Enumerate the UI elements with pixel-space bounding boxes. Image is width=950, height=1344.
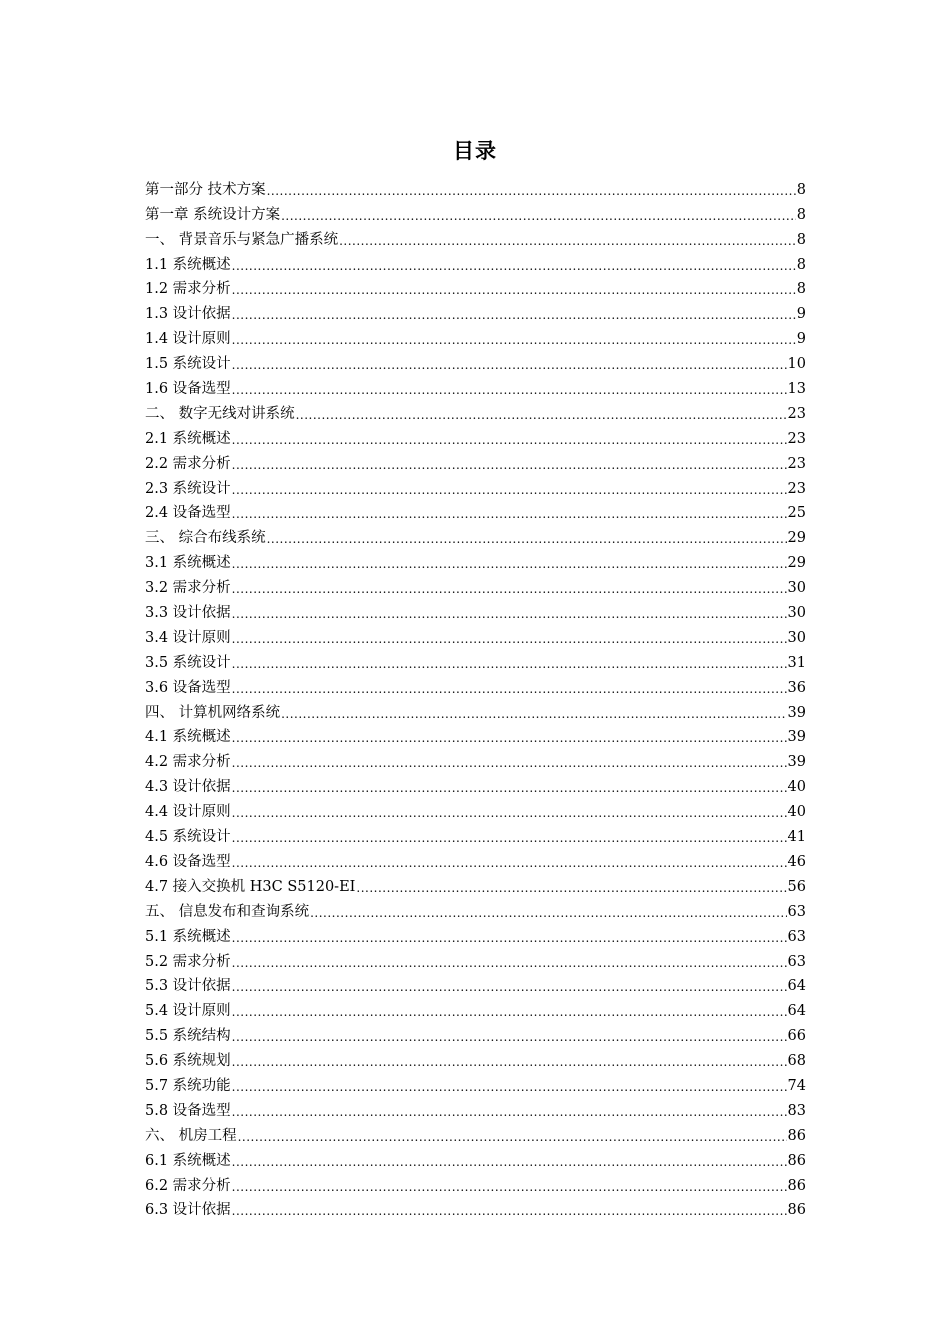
toc-entry[interactable] — [145, 448, 806, 473]
toc-entry-page-number: 8 — [796, 281, 806, 298]
toc-entry[interactable] — [145, 722, 806, 747]
toc-entry[interactable] — [145, 373, 806, 398]
toc-entry-label: 3.6 设备选型 — [145, 679, 231, 696]
toc-entry-page-number: 46 — [787, 853, 806, 870]
toc-entry[interactable] — [145, 224, 806, 249]
toc-dot-leader — [232, 282, 796, 298]
toc-entry[interactable] — [145, 672, 806, 697]
toc-entry[interactable] — [145, 348, 806, 373]
toc-entry[interactable] — [145, 298, 806, 323]
toc-entry-label: 3.5 系统设计 — [145, 654, 231, 671]
toc-entry-page-number: 86 — [787, 1202, 806, 1219]
toc-entry-label: 4.7 接入交换机 H3C S5120-EI — [145, 878, 356, 895]
toc-entry-page-number: 83 — [787, 1102, 806, 1119]
toc-dot-leader — [238, 1129, 787, 1145]
toc-entry-label: 三、 综合布线系统 — [145, 530, 266, 547]
toc-entry-label: 4.2 需求分析 — [145, 754, 231, 771]
toc-dot-leader — [232, 581, 787, 597]
toc-entry-label: 2.4 设备选型 — [145, 505, 231, 522]
toc-entry-page-number: 8 — [796, 181, 806, 198]
toc-entry-page-number: 64 — [787, 1003, 806, 1020]
toc-entry[interactable] — [145, 971, 806, 996]
toc-entry-page-number: 30 — [787, 580, 806, 597]
toc-entry-label: 3.4 设计原则 — [145, 629, 231, 646]
toc-entry[interactable] — [145, 771, 806, 796]
toc-entry-label: 5.3 设计依据 — [145, 978, 231, 995]
toc-dot-leader — [232, 805, 787, 821]
toc-dot-leader — [232, 1029, 787, 1045]
toc-entry[interactable] — [145, 174, 806, 199]
toc-entry-page-number: 23 — [787, 405, 806, 422]
toc-entry-label: 4.5 系统设计 — [145, 829, 231, 846]
toc-entry-page-number: 30 — [787, 629, 806, 646]
toc-entry-label: 四、 计算机网络系统 — [145, 704, 281, 721]
toc-dot-leader — [339, 233, 796, 249]
toc-entry-page-number: 63 — [787, 928, 806, 945]
toc-entry-label: 五、 信息发布和查询系统 — [145, 903, 310, 920]
toc-entry-label: 1.5 系统设计 — [145, 356, 231, 373]
toc-dot-leader — [232, 730, 787, 746]
toc-entry-page-number: 10 — [787, 356, 806, 373]
toc-title: 目录 — [453, 138, 497, 163]
toc-entry[interactable] — [145, 1145, 806, 1170]
toc-entry[interactable] — [145, 647, 806, 672]
toc-entry-label: 6.3 设计依据 — [145, 1202, 231, 1219]
toc-entry-label: 4.1 系统概述 — [145, 729, 231, 746]
toc-entry-page-number: 86 — [787, 1127, 806, 1144]
toc-entry[interactable] — [145, 498, 806, 523]
toc-dot-leader — [232, 855, 787, 871]
toc-entry-page-number: 68 — [787, 1053, 806, 1070]
toc-entry-label: 2.1 系统概述 — [145, 430, 231, 447]
toc-entry-page-number: 9 — [796, 306, 806, 323]
toc-entry[interactable] — [145, 697, 806, 722]
toc-entry[interactable] — [145, 1195, 806, 1220]
toc-entry-page-number: 23 — [787, 455, 806, 472]
toc-entry[interactable] — [145, 249, 806, 274]
toc-entry[interactable] — [145, 1020, 806, 1045]
toc-entry[interactable] — [145, 597, 806, 622]
toc-dot-leader — [232, 681, 787, 697]
toc-entry-page-number: 31 — [787, 654, 806, 671]
toc-entry-page-number: 39 — [787, 729, 806, 746]
toc-dot-leader — [232, 631, 787, 647]
toc-entry[interactable] — [145, 522, 806, 547]
toc-entry[interactable] — [145, 871, 806, 896]
toc-entry-label: 6.2 需求分析 — [145, 1177, 231, 1194]
toc-entry-label: 1.4 设计原则 — [145, 331, 231, 348]
toc-entry-page-number: 36 — [787, 679, 806, 696]
toc-entry[interactable] — [145, 821, 806, 846]
toc-dot-leader — [232, 1179, 787, 1195]
toc-entry-page-number: 13 — [787, 381, 806, 398]
toc-entry-label: 二、 数字无线对讲系统 — [145, 405, 295, 422]
toc-entry-label: 5.4 设计原则 — [145, 1003, 231, 1020]
toc-entry-label: 1.1 系统概述 — [145, 256, 231, 273]
toc-dot-leader — [232, 1154, 787, 1170]
toc-entry-label: 5.1 系统概述 — [145, 928, 231, 945]
toc-dot-leader — [232, 1203, 787, 1219]
toc-entry[interactable] — [145, 199, 806, 224]
toc-entry-page-number: 8 — [796, 206, 806, 223]
toc-entry-page-number: 63 — [787, 903, 806, 920]
toc-entry-page-number: 39 — [787, 704, 806, 721]
toc-entry-label: 3.3 设计依据 — [145, 605, 231, 622]
toc-dot-leader — [232, 780, 787, 796]
toc-entry-page-number: 40 — [787, 779, 806, 796]
toc-dot-leader — [232, 755, 787, 771]
toc-entry-page-number: 8 — [796, 231, 806, 248]
toc-dot-leader — [232, 482, 787, 498]
toc-entry[interactable] — [145, 473, 806, 498]
toc-dot-leader — [232, 506, 787, 522]
toc-entry-label: 4.4 设计原则 — [145, 804, 231, 821]
toc-dot-leader — [232, 457, 787, 473]
toc-dot-leader — [232, 258, 796, 274]
toc-entry[interactable] — [145, 1095, 806, 1120]
toc-dot-leader — [232, 432, 787, 448]
toc-dot-leader — [310, 905, 786, 921]
toc-entry[interactable] — [145, 547, 806, 572]
toc-entry[interactable] — [145, 423, 806, 448]
toc-dot-leader — [232, 357, 787, 373]
toc-entry-page-number: 66 — [787, 1028, 806, 1045]
toc-entry[interactable] — [145, 995, 806, 1020]
toc-entry[interactable] — [145, 946, 806, 971]
toc-dot-leader — [281, 706, 786, 722]
toc-entry-label: 5.5 系统结构 — [145, 1028, 231, 1045]
toc-list — [145, 174, 806, 1219]
toc-entry-label: 5.2 需求分析 — [145, 953, 231, 970]
toc-dot-leader — [267, 531, 787, 547]
toc-entry[interactable] — [145, 846, 806, 871]
toc-entry-page-number: 23 — [787, 430, 806, 447]
toc-entry-page-number: 74 — [787, 1077, 806, 1094]
toc-entry-page-number: 86 — [787, 1177, 806, 1194]
toc-entry-label: 2.3 系统设计 — [145, 480, 231, 497]
toc-entry-label: 4.6 设备选型 — [145, 853, 231, 870]
toc-entry[interactable] — [145, 746, 806, 771]
toc-dot-leader — [232, 1104, 787, 1120]
toc-entry-page-number: 30 — [787, 605, 806, 622]
toc-dot-leader — [232, 332, 796, 348]
toc-entry-page-number: 86 — [787, 1152, 806, 1169]
toc-entry[interactable] — [145, 1070, 806, 1095]
toc-entry[interactable] — [145, 1120, 806, 1145]
toc-entry-label: 1.2 需求分析 — [145, 281, 231, 298]
toc-entry[interactable] — [145, 796, 806, 821]
toc-dot-leader — [232, 1079, 787, 1095]
toc-entry-label: 3.1 系统概述 — [145, 555, 231, 572]
toc-dot-leader — [232, 955, 787, 971]
toc-dot-leader — [232, 830, 787, 846]
toc-dot-leader — [296, 407, 787, 423]
toc-dot-leader — [232, 307, 796, 323]
toc-entry-label: 5.6 系统规划 — [145, 1053, 231, 1070]
toc-entry[interactable] — [145, 622, 806, 647]
toc-dot-leader — [232, 1004, 787, 1020]
toc-entry[interactable] — [145, 1170, 806, 1195]
toc-dot-leader — [232, 979, 787, 995]
toc-entry-label: 1.3 设计依据 — [145, 306, 231, 323]
toc-entry-label: 第一部分 技术方案 — [145, 181, 266, 198]
toc-entry-label: 1.6 设备选型 — [145, 381, 231, 398]
toc-entry-label: 3.2 需求分析 — [145, 580, 231, 597]
toc-entry-page-number: 23 — [787, 480, 806, 497]
toc-entry-label: 六、 机房工程 — [145, 1127, 237, 1144]
toc-entry-label: 一、 背景音乐与紧急广播系统 — [145, 231, 339, 248]
toc-entry[interactable] — [145, 398, 806, 423]
toc-entry-label: 4.3 设计依据 — [145, 779, 231, 796]
toc-dot-leader — [356, 880, 786, 896]
toc-entry[interactable] — [145, 323, 806, 348]
toc-entry-page-number: 39 — [787, 754, 806, 771]
toc-entry-label: 5.8 设备选型 — [145, 1102, 231, 1119]
toc-entry-page-number: 9 — [796, 331, 806, 348]
toc-entry[interactable] — [145, 572, 806, 597]
toc-entry[interactable] — [145, 921, 806, 946]
toc-entry-label: 6.1 系统概述 — [145, 1152, 231, 1169]
toc-entry-label: 5.7 系统功能 — [145, 1077, 231, 1094]
toc-entry-page-number: 41 — [787, 829, 806, 846]
toc-entry-page-number: 64 — [787, 978, 806, 995]
toc-dot-leader — [232, 1054, 787, 1070]
toc-entry-page-number: 8 — [796, 256, 806, 273]
toc-dot-leader — [281, 208, 796, 224]
toc-dot-leader — [232, 606, 787, 622]
toc-entry-page-number: 40 — [787, 804, 806, 821]
toc-entry-label: 2.2 需求分析 — [145, 455, 231, 472]
toc-entry[interactable] — [145, 1045, 806, 1070]
toc-dot-leader — [232, 382, 787, 398]
toc-entry-page-number: 25 — [787, 505, 806, 522]
toc-entry-page-number: 29 — [787, 555, 806, 572]
toc-entry[interactable] — [145, 896, 806, 921]
toc-entry-page-number: 29 — [787, 530, 806, 547]
toc-entry[interactable] — [145, 274, 806, 299]
toc-dot-leader — [232, 930, 787, 946]
toc-dot-leader — [232, 556, 787, 572]
toc-entry-page-number: 56 — [787, 878, 806, 895]
toc-dot-leader — [267, 183, 796, 199]
toc-entry-page-number: 63 — [787, 953, 806, 970]
toc-dot-leader — [232, 656, 787, 672]
toc-entry-label: 第一章 系统设计方案 — [145, 206, 281, 223]
